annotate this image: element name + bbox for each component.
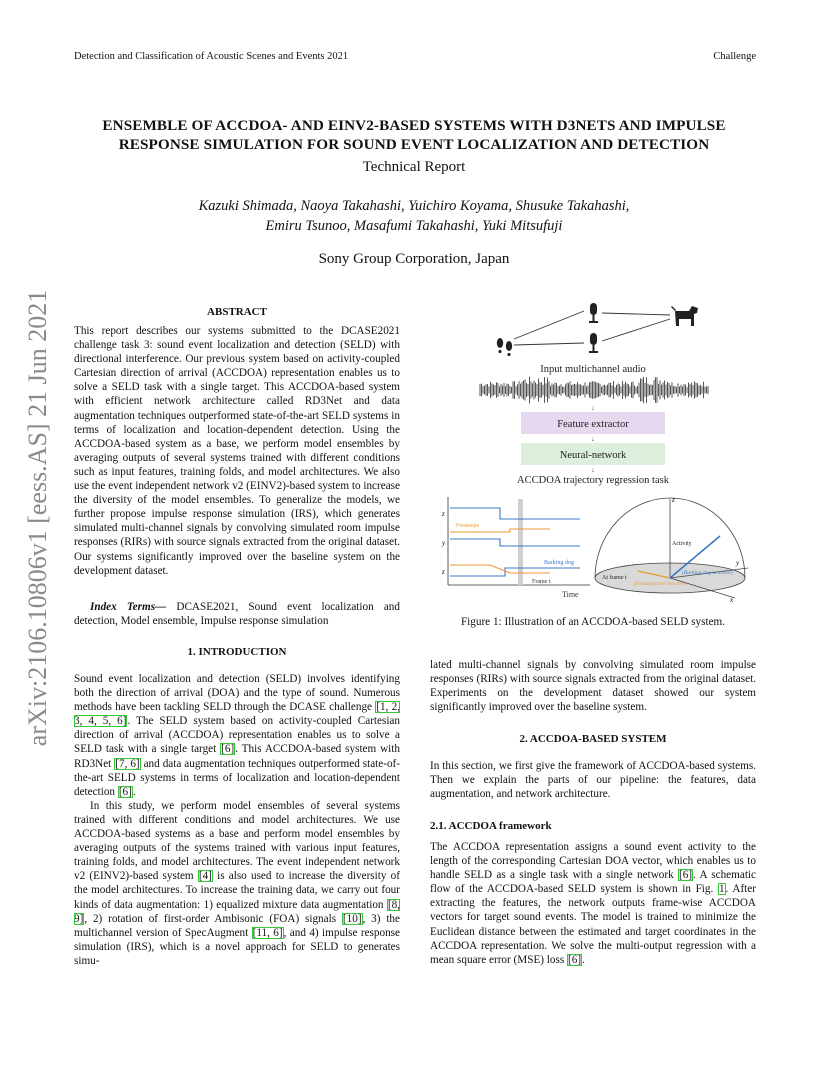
index-terms-label: Index Terms—	[90, 601, 167, 613]
citation-link[interactable]: [6]	[118, 785, 132, 798]
doa-sphere	[595, 496, 748, 604]
citation-link[interactable]: [6]	[679, 869, 693, 882]
section-2-text: In this section, we first give the framework of ACCDOA-based systems. Then we explain the parts of our pipeline: the features, data augmentation, and network architecture.	[430, 760, 756, 801]
footsteps-sphere-label: (Footsteps are inactive)	[634, 581, 687, 587]
citation-link[interactable]: [6]	[221, 743, 235, 756]
paper-title: ENSEMBLE OF ACCDOA- AND EINV2-BASED SYSTEMS WITH D3NETS AND IMPULSE RESPONSE SIMULATION FOR SOUND EVENT LOCALIZATION AND DETECTION	[102, 117, 726, 153]
neural-network-label: Neural-network	[559, 450, 627, 461]
index-terms-text: DCASE2021, Sound event localization and detection, Model ensemble, Impulse response simulation	[74, 601, 400, 628]
figure-1	[430, 293, 756, 605]
trajectory-plot	[441, 497, 590, 599]
citation-link[interactable]: [4]	[198, 870, 212, 883]
at-frame-label: At frame t	[602, 575, 627, 581]
microphone-icon	[589, 303, 598, 323]
citation-link[interactable]: [6]	[568, 953, 582, 966]
intro-paragraph-1: Sound event localization and detection (SELD) involves identifying both the direction of arrival (DOA) and the type of sound. Numerous methods have been tackling SELD through the DCASE challenge [1, 2, 3, 4, 5, 6]. The SELD system based on activity-coupled Cartesian direction of arrival (ACCDOA) representation enables us to solve a SELD task with a single target [6]. This ACCDOA-based system with RD3Net [7, 6] and data augmentation techniques outperformed state-of-the-art SELD systems in terms of localization and location-dependent detection [6]. In this study, we perform model ensembles of several systems trained with different conditions and model architectures. We use ACCDOA-based systems as a base and perform model ensembles by averaging outputs of the systems trained with various input features, training folds, and model architectures. The event independent network v2 (EINV2)-based system [4] is also used to increase the diversity of the model architectures. To increase the training data, we carry out four kinds of data augmentation: 1) equalized mixture data augmentation [8, 9], 2) rotation of first-order Ambisonic (FOA) signals [10], 3) the multichannel version of SpecAugment [11, 6], and 4) impulse response simulation (IRS), which is a novel approach for SELD to generates simu-	[74, 673, 401, 967]
activity-label: Activity	[672, 541, 692, 547]
abstract-heading: ABSTRACT	[207, 306, 267, 318]
series-label-barking: Barking dog	[544, 560, 574, 566]
abstract-text: This report describes our systems submitted to the DCASE2021 challenge task 3: sound event localization and detection (SELD) with directional interference. Our previous system based on activity-coupled Cartesian direction of arrival (ACCDOA) representation enables us to solve a SELD task with a single target. This ACCDOA-based system with efficient network architecture called RD3Net and data augmentation techniques outperformed state-of-the-art SELD systems in terms of localization and location-dependent detection. Using the ACCDOA-based system as a base, we perform model ensembles by averaging outputs of several systems trained with different conditions such as input features, training folds, and model architectures. We also use the event independent network v2 (EINV2)-based system to increase the diversity of the model ensembles. To generalize the models, we further propose impulse response simulation (IRS), which generates simulated multi-channel signals by convolving simulated room impulse responses (RIRs) with source signals extracted from the original dataset. Our systems significantly improved over the baseline system on the development dataset.	[74, 325, 400, 577]
axis-label: z	[442, 510, 445, 518]
axis-label: z	[672, 496, 675, 504]
frame-label: Frame t	[532, 579, 551, 585]
arxiv-stamp-text: arXiv:2106.10806v1 [eess.AS] 21 Jun 2021	[23, 289, 52, 747]
input-audio-label: Input multichannel audio	[540, 364, 646, 375]
axis-label: z	[442, 568, 445, 576]
paper-subtitle: Technical Report	[362, 159, 466, 175]
axis-label: y	[442, 539, 446, 547]
axis-label: y	[736, 559, 740, 567]
barking-sphere-label: (Barking dog is active)	[682, 570, 733, 576]
affiliation: Sony Group Corporation, Japan	[318, 251, 510, 267]
index-terms	[74, 600, 400, 628]
author-line-2: Emiru Tsunoo, Masafumi Takahashi, Yuki Mitsufuji	[265, 218, 563, 234]
figure-ref-link[interactable]: 1	[718, 883, 725, 896]
feature-extractor-label: Feature extractor	[557, 419, 629, 430]
running-header-left: Detection and Classification of Acoustic Scenes and Events 2021	[74, 51, 349, 62]
running-header-right: Challenge	[713, 51, 756, 62]
author-list	[0, 196, 828, 236]
time-label: Time	[562, 590, 579, 599]
series-label-footsteps: Footsteps	[456, 523, 480, 529]
section-2-heading: 2. ACCDOA-BASED SYSTEM	[519, 733, 667, 745]
task-label: ACCDOA trajectory regression task	[517, 475, 669, 486]
dog-icon	[671, 306, 698, 326]
microphone-icon	[589, 333, 598, 353]
citation-link[interactable]: [8, 9]	[74, 898, 400, 925]
axis-label: x	[730, 596, 734, 604]
waveform	[480, 377, 708, 404]
intro-heading: 1. INTRODUCTION	[187, 646, 287, 658]
down-arrow-icon: ↓	[591, 404, 595, 412]
citation-link[interactable]: [10]	[342, 912, 362, 925]
author-line-1: Kazuki Shimada, Naoya Takahashi, Yuichiro Koyama, Shusuke Takahashi,	[198, 198, 630, 214]
footsteps-icon	[497, 338, 512, 356]
section-2-1-heading: 2.1. ACCDOA framework	[430, 820, 552, 832]
down-arrow-icon: ↓	[591, 466, 595, 474]
citation-link[interactable]: [7, 6]	[115, 757, 140, 770]
section-2-1-text: The ACCDOA representation assigns a sound event activity to the length of the corresponding Cartesian DOA vector, which enables us to handle SELD as a single task with a single network [6]. A schematic flow of the ACCDOA-based SELD system is shown in Fig. 1. After extracting the features, the network outputs frame-wise ACCDOA vectors for target sound events. The model is trained to minimize the Euclidean distance between the estimated and target coordinates in the ACCDOA representation. We solve the multi-output regression with a mean square error (MSE) loss [6].	[430, 841, 757, 966]
intro-paragraph-3: lated multi-channel signals by convolving simulated room impulse responses (RIRs) with source signals extracted from the original dataset. Experiments on the development dataset showed our system significantly improved over the baseline system.	[430, 659, 756, 714]
citation-link[interactable]: [1, 2, 3, 4, 5, 6]	[74, 701, 400, 728]
figure-1-caption: Figure 1: Illustration of an ACCDOA-based SELD system.	[460, 616, 726, 628]
down-arrow-icon: ↓	[591, 435, 595, 443]
citation-link[interactable]: [11, 6]	[252, 926, 283, 939]
